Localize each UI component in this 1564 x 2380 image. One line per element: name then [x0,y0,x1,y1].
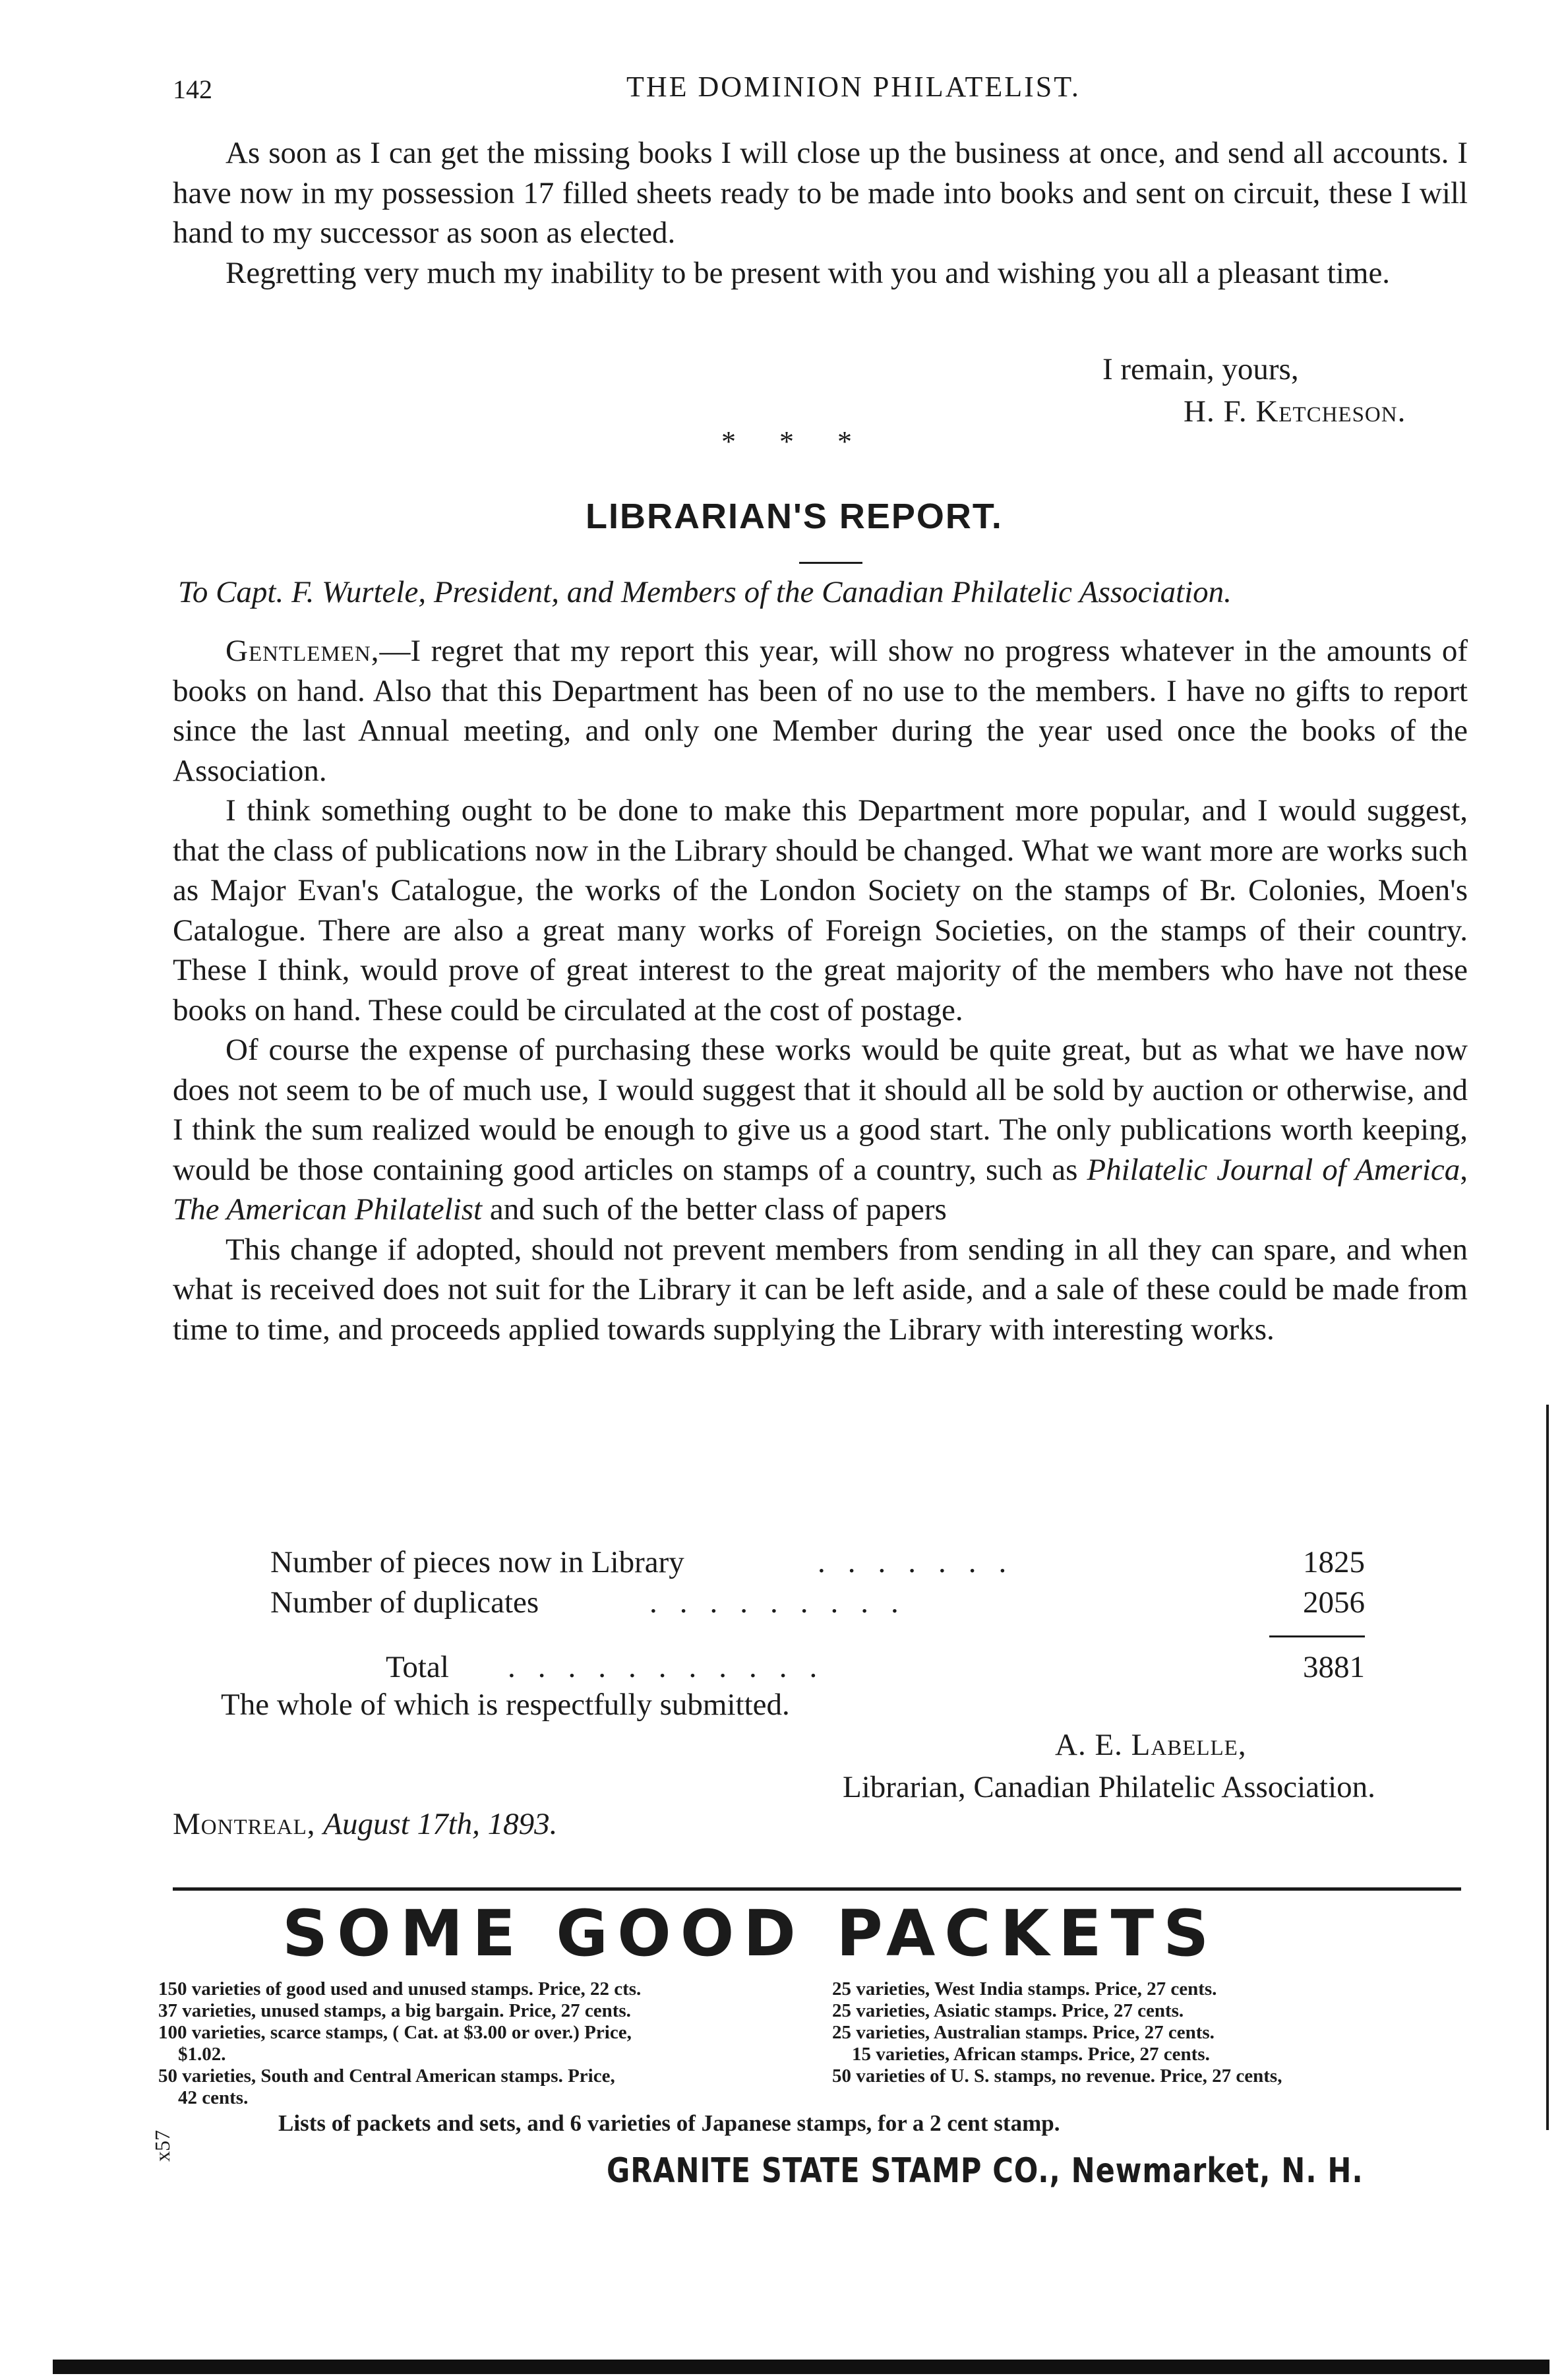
row-label: Number of duplicates [270,1585,539,1620]
right-margin-line [1546,1405,1549,2130]
list-item: 150 varieties of good used and unused stamps. Price, 22 cts. [158,1978,642,1999]
total-rule [1269,1635,1365,1637]
salutation: Gentlemen, [226,634,380,668]
date: August 17th, 1893. [323,1807,558,1841]
list-item: 42 cents. [178,2087,249,2108]
signer-title: Librarian, Canadian Philatelic Association. [843,1770,1375,1804]
running-title: THE DOMINION PHILATELIST. [626,71,1081,103]
place: Montreal, [173,1807,316,1841]
ad-lists-line: Lists of packets and sets, and 6 varieties of Japanese stamps, for a 2 cent stamp. [278,2110,1060,2136]
letter-paragraph: Regretting very much my inability to be present with you and wishing you all a pleasant time. [226,255,1391,290]
leader-dots: ......... [649,1585,921,1620]
list-item: 50 varieties of U. S. stamps, no revenue. Price, 27 cents, [832,2065,1282,2087]
report-address: To Capt. F. Wurtele, President, and Members of the Canadian Philatelic Association. [178,575,1232,609]
side-mark: x57 [150,2130,174,2162]
signer-name: A. E. Labelle, [1055,1728,1247,1762]
submitted-line: The whole of which is respectfully submitted. [221,1688,790,1722]
report-paragraph-2: I think something ought to be done to make this Department more popular, and I would suggest, that the class of publications now in the Library should be changed. What we want more are works such as Major Evan's Catalogue, the works of the London Society on the stamps of Br. Colonies, Moen's Catalogue. There are also a great many works of Foreign Societies, on the stamps of their country. These I think, would prove of great interest to the great majority of the members who have not these books on hand. These could be circulated at the cost of postage. [173,793,1468,1027]
list-item: 15 varieties, African stamps. Price, 27 cents. [852,2044,1210,2065]
report-paragraph-3: Of course the expense of purchasing these works would be quite great, but as what we have now does not seem to be of much use, I would suggest that it should all be sold by auction or otherwise, and I think the sum realized would be enough to give us a good start. The only publications worth keeping, would be those containing good articles on stamps of a country, such as Philatelic Journal of America, The American Philatelist and such of the better class of papers [173,1033,1468,1227]
list-item: 25 varieties, Australian stamps. Price, 27 cents. [832,2022,1215,2043]
report-paragraph-1: Gentlemen,—I regret that my report this year, will show no progress whatever in the amounts of books on hand. Also that this Department has been of no use to the members. I have no gifts to report since the last Annual meeting, and only one Member during the year used once the books of the Association. [173,634,1468,788]
leader-dots: ........... [508,1650,840,1684]
table-row [270,1585,1365,1624]
total-value: 3881 [1303,1650,1365,1684]
journal-title: The American Philatelist [173,1192,483,1227]
section-separator: * * * [721,425,852,458]
report-title: LIBRARIAN'S REPORT. [586,497,1003,536]
list-item: $1.02. [178,2044,226,2065]
ad-title: SOME GOOD PACKETS [282,1897,1218,1970]
leader-dots: ....... [818,1545,1029,1579]
letter-signature: H. F. Ketcheson. [1184,394,1406,429]
row-value: 2056 [1303,1585,1365,1620]
page-number: 142 [173,75,212,104]
list-item: 25 varieties, Asiatic stamps. Price, 27 cents. [832,2000,1184,2021]
ad-left-list [158,1978,818,2109]
bottom-scan-edge [53,2360,1549,2374]
list-item: 100 varieties, scarce stamps, ( Cat. at $3.00 or over.) Price, [158,2022,632,2043]
total-row [270,1649,1365,1689]
list-item: 50 varieties, South and Central American stamps. Price, [158,2065,615,2087]
row-label: Number of pieces now in Library [270,1545,684,1579]
ad-company: GRANITE STATE STAMP CO., Newmarket, N. H. [607,2151,1364,2191]
title-rule [799,562,862,564]
report-paragraph-4: This change if adopted, should not prevent members from sending in all they can spare, and when what is received does not suit for the Library it can be left aside, and a sale of these could be made from time to time, and proceeds applied towards supplying the Library with interesting works. [173,1232,1468,1347]
row-value: 1825 [1303,1545,1365,1579]
ad-right-list [832,1978,1478,2087]
list-item: 25 varieties, West India stamps. Price, 27 cents. [832,1978,1217,1999]
journal-title: Philatelic Journal of America [1087,1152,1460,1187]
ad-top-rule [173,1887,1461,1891]
letter-paragraph: As soon as I can get the missing books I will close up the business at once, and send all accounts. I have now in my possession 17 filled sheets ready to be made into books and sent on circuit, these I will hand to my successor as soon as elected. [173,136,1468,250]
report-body [173,631,1468,1349]
total-label: Total [386,1650,449,1684]
letter-body [173,133,1468,293]
list-item: 37 varieties, unused stamps, a big bargain. Price, 27 cents. [158,2000,631,2021]
table-row [270,1544,1365,1584]
letter-closing: I remain, yours, [1102,352,1299,386]
dateline [173,1804,557,1845]
